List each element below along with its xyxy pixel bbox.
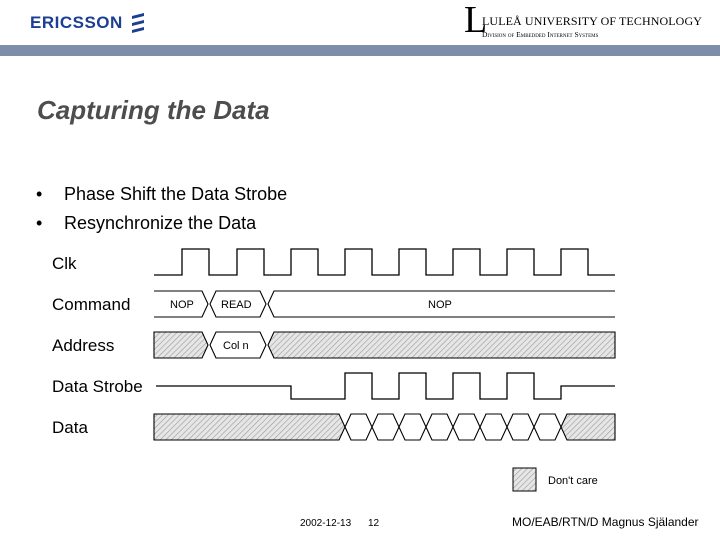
bullet-item <box>36 180 287 209</box>
ltu-logo <box>464 0 702 42</box>
ericsson-logo <box>30 12 147 34</box>
command-value-nop: NOP <box>428 299 452 311</box>
signal-label-command: Command <box>52 295 131 314</box>
legend-dont-care-swatch <box>513 468 536 491</box>
data-waveform <box>154 414 615 440</box>
header-bar <box>0 45 720 56</box>
legend-dont-care-label: Don't care <box>548 475 598 487</box>
signal-label-data-strobe: Data Strobe <box>52 377 143 396</box>
address-value-col: Col n <box>223 340 249 352</box>
signal-label-data: Data <box>52 418 88 437</box>
ltu-logo-initial: L <box>464 0 488 41</box>
clk-waveform <box>154 249 615 275</box>
command-value-read: READ <box>221 299 252 311</box>
bullet-icon: • <box>36 213 43 233</box>
footer-page-number: 12 <box>368 518 380 529</box>
signal-label-clk: Clk <box>52 254 77 273</box>
timing-diagram <box>48 246 628 496</box>
ltu-logo-division: Division of Embedded Internet Systems <box>482 30 599 39</box>
data-strobe-waveform <box>156 373 615 399</box>
bullet-text: Resynchronize the Data <box>64 213 257 233</box>
footer-date: 2002-12-13 <box>300 518 352 529</box>
ltu-logo-name: LULEÅ UNIVERSITY OF TECHNOLOGY <box>482 14 702 28</box>
ericsson-logo-icon <box>129 12 147 34</box>
bullet-item <box>36 209 287 238</box>
signal-label-address: Address <box>52 336 115 355</box>
footer-author: MO/EAB/RTN/D Magnus Själander <box>512 515 699 529</box>
ericsson-logo-text: ERICSSON <box>30 13 123 32</box>
bullet-text: Phase Shift the Data Strobe <box>64 184 288 204</box>
bullet-list <box>36 180 287 238</box>
bullet-icon: • <box>36 184 43 204</box>
slide-title: Capturing the Data <box>37 95 270 125</box>
command-value-nop: NOP <box>170 299 194 311</box>
